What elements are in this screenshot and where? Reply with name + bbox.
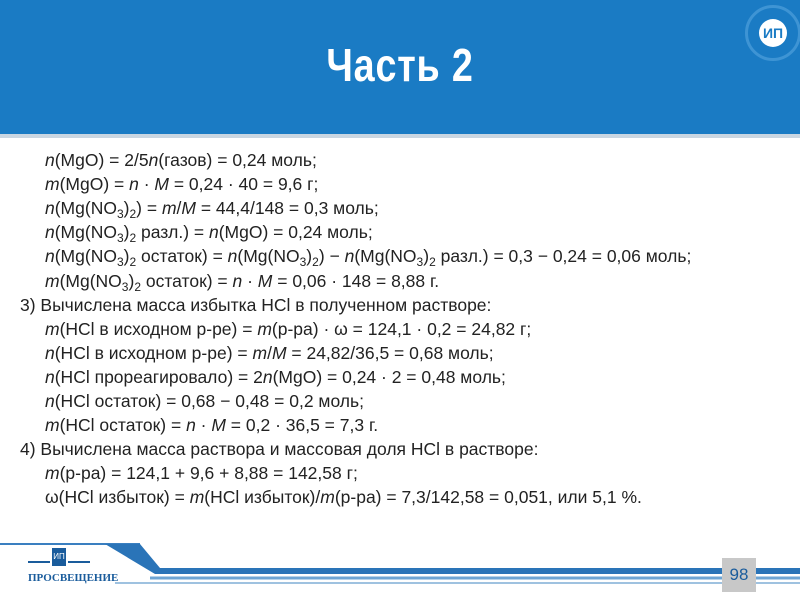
text-segment: n: [129, 174, 139, 195]
solution-line: [45, 222, 373, 246]
text-segment: остаток) =: [136, 246, 228, 267]
text-segment: (HCl в исходном р-ре) =: [54, 342, 253, 363]
text-segment: 3: [116, 255, 124, 270]
text-segment: ): [123, 222, 130, 243]
text-segment: ): [423, 246, 430, 267]
text-segment: n: [344, 246, 355, 267]
text-segment: 3: [121, 279, 129, 294]
text-segment: 2: [129, 255, 137, 270]
solution-line: [20, 295, 491, 316]
solution-line: [45, 198, 379, 222]
text-segment: ): [123, 198, 130, 219]
solution-line: [45, 367, 506, 388]
text-segment: 2: [312, 255, 319, 270]
text-segment: (газов) = 0,24 моль;: [158, 150, 317, 170]
text-segment: /: [267, 342, 272, 363]
text-segment: 2: [129, 207, 137, 222]
text-segment: разл.) =: [136, 222, 209, 243]
publisher-name: ПРОСВЕЩЕНИЕ: [28, 572, 119, 584]
solution-line: [45, 150, 317, 171]
text-segment: m: [45, 174, 60, 195]
text-segment: m: [45, 415, 60, 436]
text-segment: n: [45, 150, 55, 170]
text-segment: (HCl в исходном р-ре) =: [59, 318, 258, 339]
solution-line: [45, 415, 378, 436]
text-segment: n: [45, 342, 55, 363]
text-segment: M: [211, 415, 226, 436]
slide-header: [0, 0, 800, 138]
text-segment: 2: [129, 231, 137, 246]
text-segment: M: [271, 342, 287, 363]
text-segment: m: [45, 463, 60, 484]
text-segment: n: [186, 415, 196, 436]
text-segment: = 0,24 · 40 = 9,6 г;: [168, 174, 319, 195]
text-segment: остаток) =: [141, 270, 233, 291]
text-segment: 3: [299, 255, 307, 270]
text-segment: (Mg(NO: [54, 198, 117, 219]
text-segment: ω(HCl избыток) =: [45, 487, 190, 508]
text-segment: n: [45, 198, 55, 219]
text-segment: 3: [116, 231, 124, 246]
text-segment: ·: [138, 174, 155, 195]
text-segment: n: [45, 366, 55, 387]
text-segment: n: [232, 270, 243, 291]
text-segment: (р-ра) = 124,1 + 9,6 + 8,88 = 142,58 г;: [59, 463, 358, 484]
text-segment: (HCl остаток) =: [59, 415, 187, 436]
solution-line: [45, 391, 364, 412]
text-segment: (Mg(NO: [54, 222, 117, 243]
text-segment: m: [45, 318, 60, 339]
publisher-logo-icon: ИП: [52, 548, 66, 566]
text-segment: m: [320, 487, 335, 508]
text-segment: n: [262, 366, 273, 387]
text-segment: 2: [429, 255, 436, 270]
text-segment: m: [189, 487, 205, 508]
slide-footer: [0, 540, 800, 600]
text-segment: ): [128, 270, 135, 291]
text-segment: M: [154, 174, 169, 195]
text-segment: m: [252, 342, 268, 363]
text-segment: m: [257, 318, 272, 339]
text-segment: (Mg(NO: [354, 246, 417, 267]
solution-line: [45, 487, 642, 508]
text-segment: ·: [195, 415, 212, 436]
text-segment: 2: [134, 279, 141, 294]
text-segment: /: [176, 198, 182, 219]
text-segment: (HCl остаток) = 0,68 − 0,48 = 0,2 моль;: [54, 391, 364, 411]
text-segment: m: [45, 270, 60, 291]
text-segment: (HCl избыток)/: [204, 487, 321, 508]
solution-line: [45, 174, 318, 195]
text-segment: разл.) = 0,3 − 0,24 = 0,06 моль;: [435, 246, 692, 267]
text-segment: 4) Вычислена масса раствора и массовая доля HCl в растворе:: [20, 439, 539, 460]
page-number: 98: [722, 558, 756, 592]
text-segment: n: [45, 391, 55, 411]
text-segment: 3: [416, 255, 424, 270]
text-segment: = 0,2 · 36,5 = 7,3 г.: [225, 415, 379, 436]
text-segment: ·: [242, 270, 258, 291]
text-segment: (Mg(NO: [59, 270, 122, 291]
text-segment: (HCl прореагировало) = 2: [54, 366, 263, 387]
solution-line: [45, 271, 439, 292]
text-segment: n: [45, 222, 55, 243]
text-segment: m: [161, 198, 177, 219]
solution-line: [45, 319, 531, 340]
text-segment: n: [208, 222, 219, 243]
solution-line: [45, 246, 692, 270]
text-segment: ): [306, 246, 313, 267]
text-segment: 3) Вычислена масса избытка HCl в полученном растворе:: [20, 294, 492, 315]
text-segment: ): [123, 246, 130, 267]
text-segment: 3: [116, 207, 124, 222]
solution-line: [20, 439, 538, 460]
footer-decoration: [0, 540, 800, 600]
text-segment: (Mg(NO: [237, 246, 300, 267]
text-segment: = 24,82/36,5 = 0,68 моль;: [286, 342, 494, 363]
text-segment: ) =: [136, 198, 162, 219]
slide-title: Часть 2: [326, 39, 474, 91]
text-segment: = 44,4/148 = 0,3 моль;: [195, 198, 379, 219]
text-segment: (MgO) =: [59, 174, 130, 195]
text-segment: (р-ра) · ω = 124,1 · 0,2 = 24,82 г;: [271, 318, 532, 339]
text-segment: ) −: [318, 246, 345, 267]
text-segment: (Mg(NO: [54, 246, 117, 267]
text-segment: (MgO) = 0,24 моль;: [218, 222, 373, 243]
text-segment: = 0,06 · 148 = 8,88 г.: [272, 270, 440, 291]
text-segment: n: [45, 246, 55, 267]
logo-icon: ИП: [745, 5, 800, 61]
text-segment: M: [181, 198, 196, 219]
text-segment: n: [227, 246, 238, 267]
text-segment: (MgO) = 2/5: [54, 150, 149, 170]
text-segment: n: [148, 150, 159, 170]
text-segment: (р-ра) = 7,3/142,58 = 0,051, или 5,1 %.: [334, 487, 642, 508]
text-segment: M: [257, 270, 273, 291]
text-segment: (MgO) = 0,24 · 2 = 0,48 моль;: [272, 366, 506, 387]
solution-line: [45, 463, 358, 484]
solution-line: [45, 343, 494, 364]
